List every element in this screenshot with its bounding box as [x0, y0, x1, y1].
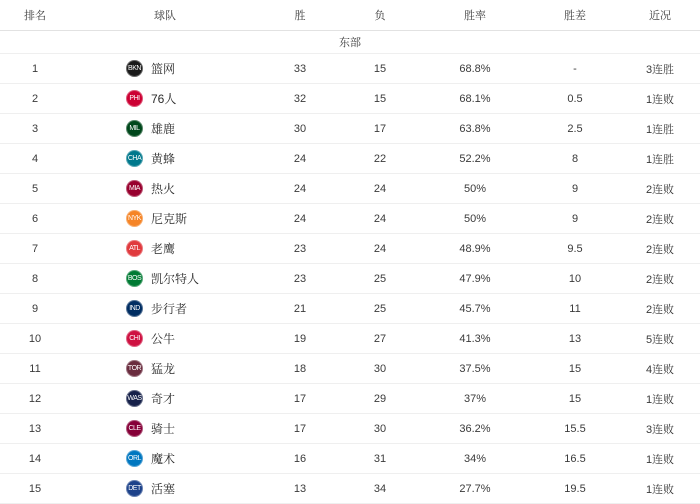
cell-team[interactable]: [70, 264, 260, 294]
cell-loss: 29: [340, 384, 420, 414]
cell-loss: 31: [340, 444, 420, 474]
cell-win: 30: [260, 114, 340, 144]
cell-streak: 3连胜: [620, 54, 700, 84]
team-logo-icon: [126, 180, 143, 197]
cell-pct: 68.1%: [420, 84, 530, 114]
table-row[interactable]: [0, 204, 700, 234]
cell-pct: 52.2%: [420, 144, 530, 174]
cell-rank: 2: [0, 84, 70, 114]
table-body: [0, 31, 700, 504]
team-cell[interactable]: [70, 474, 260, 503]
header-loss: 负: [340, 0, 420, 31]
team-cell[interactable]: [70, 234, 260, 263]
cell-loss: 22: [340, 144, 420, 174]
cell-gb: 13: [530, 324, 620, 354]
cell-loss: 25: [340, 294, 420, 324]
team-name: 黄蜂: [151, 152, 176, 166]
team-cell[interactable]: [70, 114, 260, 143]
table-row[interactable]: [0, 414, 700, 444]
cell-pct: 50%: [420, 174, 530, 204]
cell-gb: 19.5: [530, 474, 620, 504]
cell-streak: 2连败: [620, 264, 700, 294]
cell-team[interactable]: [70, 54, 260, 84]
cell-win: 19: [260, 324, 340, 354]
cell-loss: 15: [340, 54, 420, 84]
cell-win: 18: [260, 354, 340, 384]
cell-team[interactable]: [70, 144, 260, 174]
cell-gb: 16.5: [530, 444, 620, 474]
header-row: [0, 0, 700, 31]
table-row[interactable]: [0, 294, 700, 324]
team-name: 篮网: [151, 62, 176, 76]
team-logo-icon: [126, 300, 143, 317]
table-row[interactable]: [0, 234, 700, 264]
cell-streak: 5连败: [620, 324, 700, 354]
cell-loss: 17: [340, 114, 420, 144]
cell-streak: 2连败: [620, 294, 700, 324]
team-cell[interactable]: [70, 54, 260, 83]
team-logo-icon: [126, 240, 143, 257]
header-win: 胜: [260, 0, 340, 31]
cell-loss: 24: [340, 234, 420, 264]
team-logo-icon: [126, 360, 143, 377]
team-logo-icon: [126, 270, 143, 287]
cell-win: 17: [260, 384, 340, 414]
team-cell[interactable]: [70, 414, 260, 443]
cell-streak: 1连败: [620, 84, 700, 114]
cell-win: 17: [260, 414, 340, 444]
cell-gb: 9: [530, 174, 620, 204]
cell-loss: 30: [340, 414, 420, 444]
cell-streak: 1连败: [620, 444, 700, 474]
team-logo-text: CHI: [129, 335, 140, 342]
team-logo-text: CHA: [127, 155, 142, 162]
team-logo-icon: [126, 330, 143, 347]
team-logo-icon: [126, 120, 143, 137]
cell-streak: 3连败: [620, 414, 700, 444]
cell-streak: 1连胜: [620, 114, 700, 144]
cell-streak: 1连败: [620, 474, 700, 504]
team-logo-text: NYK: [128, 215, 141, 222]
team-logo-text: DET: [128, 485, 141, 492]
table-row[interactable]: [0, 444, 700, 474]
team-logo-text: CLE: [128, 425, 141, 432]
team-name: 凯尔特人: [151, 272, 200, 286]
team-cell[interactable]: [70, 324, 260, 353]
team-logo-icon: [126, 90, 143, 107]
cell-win: 23: [260, 264, 340, 294]
team-name: 猛龙: [151, 362, 176, 376]
team-cell[interactable]: [70, 354, 260, 383]
table-row[interactable]: [0, 474, 700, 504]
team-logo-icon: [126, 210, 143, 227]
header-rank: 排名: [0, 0, 70, 31]
team-cell[interactable]: [70, 144, 260, 173]
section-label: 东部: [0, 31, 700, 54]
cell-pct: 27.7%: [420, 474, 530, 504]
team-logo-icon: [126, 450, 143, 467]
cell-rank: 10: [0, 324, 70, 354]
cell-gb: 0.5: [530, 84, 620, 114]
team-logo-text: MIA: [129, 185, 140, 192]
cell-win: 13: [260, 474, 340, 504]
cell-gb: 2.5: [530, 114, 620, 144]
team-cell[interactable]: [70, 204, 260, 233]
cell-team[interactable]: [70, 474, 260, 504]
team-name: 尼克斯: [151, 212, 188, 226]
team-cell[interactable]: [70, 444, 260, 473]
cell-rank: 5: [0, 174, 70, 204]
team-name: 活塞: [151, 482, 176, 496]
cell-win: 23: [260, 234, 340, 264]
team-cell[interactable]: [70, 264, 260, 293]
cell-team[interactable]: [70, 174, 260, 204]
team-logo-text: WAS: [127, 395, 142, 402]
team-logo-text: BOS: [127, 275, 142, 282]
table-row[interactable]: [0, 54, 700, 84]
cell-loss: 27: [340, 324, 420, 354]
cell-loss: 15: [340, 84, 420, 114]
cell-gb: 15.5: [530, 414, 620, 444]
team-name: 老鹰: [151, 242, 176, 256]
cell-pct: 47.9%: [420, 264, 530, 294]
section-row: [0, 31, 700, 54]
cell-pct: 48.9%: [420, 234, 530, 264]
team-logo-text: MIL: [129, 125, 140, 132]
cell-team[interactable]: [70, 414, 260, 444]
cell-gb: 15: [530, 384, 620, 414]
team-name: 公牛: [151, 332, 176, 346]
header-gb: 胜差: [530, 0, 620, 31]
team-logo-text: PHI: [129, 95, 140, 102]
table-row[interactable]: [0, 384, 700, 414]
team-logo-icon: [126, 480, 143, 497]
cell-rank: 14: [0, 444, 70, 474]
cell-rank: 3: [0, 114, 70, 144]
cell-pct: 34%: [420, 444, 530, 474]
table-row[interactable]: [0, 324, 700, 354]
cell-team[interactable]: [70, 294, 260, 324]
team-logo-icon: [126, 390, 143, 407]
team-cell[interactable]: [70, 294, 260, 323]
cell-win: 21: [260, 294, 340, 324]
cell-streak: 2连败: [620, 174, 700, 204]
team-name: 魔术: [151, 452, 176, 466]
cell-pct: 37%: [420, 384, 530, 414]
team-logo-text: ATL: [129, 245, 140, 252]
table-row[interactable]: [0, 174, 700, 204]
cell-team[interactable]: [70, 204, 260, 234]
cell-rank: 1: [0, 54, 70, 84]
cell-loss: 24: [340, 174, 420, 204]
cell-gb: 10: [530, 264, 620, 294]
cell-loss: 25: [340, 264, 420, 294]
cell-loss: 30: [340, 354, 420, 384]
cell-win: 24: [260, 144, 340, 174]
cell-pct: 68.8%: [420, 54, 530, 84]
cell-win: 24: [260, 174, 340, 204]
cell-rank: 4: [0, 144, 70, 174]
cell-loss: 34: [340, 474, 420, 504]
team-cell[interactable]: [70, 84, 260, 113]
cell-streak: 2连败: [620, 204, 700, 234]
cell-team[interactable]: [70, 114, 260, 144]
cell-rank: 11: [0, 354, 70, 384]
team-logo-icon: [126, 150, 143, 167]
cell-gb: 11: [530, 294, 620, 324]
cell-gb: 9.5: [530, 234, 620, 264]
cell-streak: 4连败: [620, 354, 700, 384]
cell-pct: 41.3%: [420, 324, 530, 354]
cell-team[interactable]: [70, 234, 260, 264]
cell-win: 32: [260, 84, 340, 114]
cell-pct: 45.7%: [420, 294, 530, 324]
cell-pct: 50%: [420, 204, 530, 234]
cell-gb: -: [530, 54, 620, 84]
team-logo-text: TOR: [127, 365, 142, 372]
team-cell[interactable]: [70, 384, 260, 413]
cell-pct: 36.2%: [420, 414, 530, 444]
cell-rank: 6: [0, 204, 70, 234]
team-name: 奇才: [151, 392, 176, 406]
cell-team[interactable]: [70, 324, 260, 354]
cell-rank: 9: [0, 294, 70, 324]
cell-win: 24: [260, 204, 340, 234]
cell-pct: 63.8%: [420, 114, 530, 144]
cell-win: 16: [260, 444, 340, 474]
team-logo-text: IND: [129, 305, 140, 312]
cell-rank: 13: [0, 414, 70, 444]
cell-streak: 1连败: [620, 384, 700, 414]
cell-streak: 1连胜: [620, 144, 700, 174]
team-logo-icon: [126, 420, 143, 437]
team-logo-icon: [126, 60, 143, 77]
table-row[interactable]: [0, 264, 700, 294]
team-name: 骑士: [151, 422, 176, 436]
header-pct: 胜率: [420, 0, 530, 31]
table-row[interactable]: [0, 114, 700, 144]
cell-gb: 15: [530, 354, 620, 384]
team-name: 雄鹿: [151, 122, 176, 136]
team-name: 76人: [151, 92, 177, 106]
team-logo-text: ORL: [128, 455, 141, 462]
header-streak: 近况: [620, 0, 700, 31]
table-row[interactable]: [0, 84, 700, 114]
cell-team[interactable]: [70, 384, 260, 414]
cell-gb: 9: [530, 204, 620, 234]
team-name: 步行者: [151, 302, 188, 316]
cell-rank: 12: [0, 384, 70, 414]
cell-loss: 24: [340, 204, 420, 234]
cell-streak: 2连败: [620, 234, 700, 264]
table-header: [0, 0, 700, 31]
header-team: 球队: [70, 0, 260, 31]
cell-rank: 7: [0, 234, 70, 264]
cell-team[interactable]: [70, 444, 260, 474]
cell-team[interactable]: [70, 354, 260, 384]
cell-team[interactable]: [70, 84, 260, 114]
table-row[interactable]: [0, 354, 700, 384]
team-cell[interactable]: [70, 174, 260, 203]
team-name: 热火: [151, 182, 176, 196]
cell-rank: 15: [0, 474, 70, 504]
table-row[interactable]: [0, 144, 700, 174]
cell-rank: 8: [0, 264, 70, 294]
team-logo-text: BKN: [128, 65, 141, 72]
cell-win: 33: [260, 54, 340, 84]
cell-gb: 8: [530, 144, 620, 174]
cell-pct: 37.5%: [420, 354, 530, 384]
